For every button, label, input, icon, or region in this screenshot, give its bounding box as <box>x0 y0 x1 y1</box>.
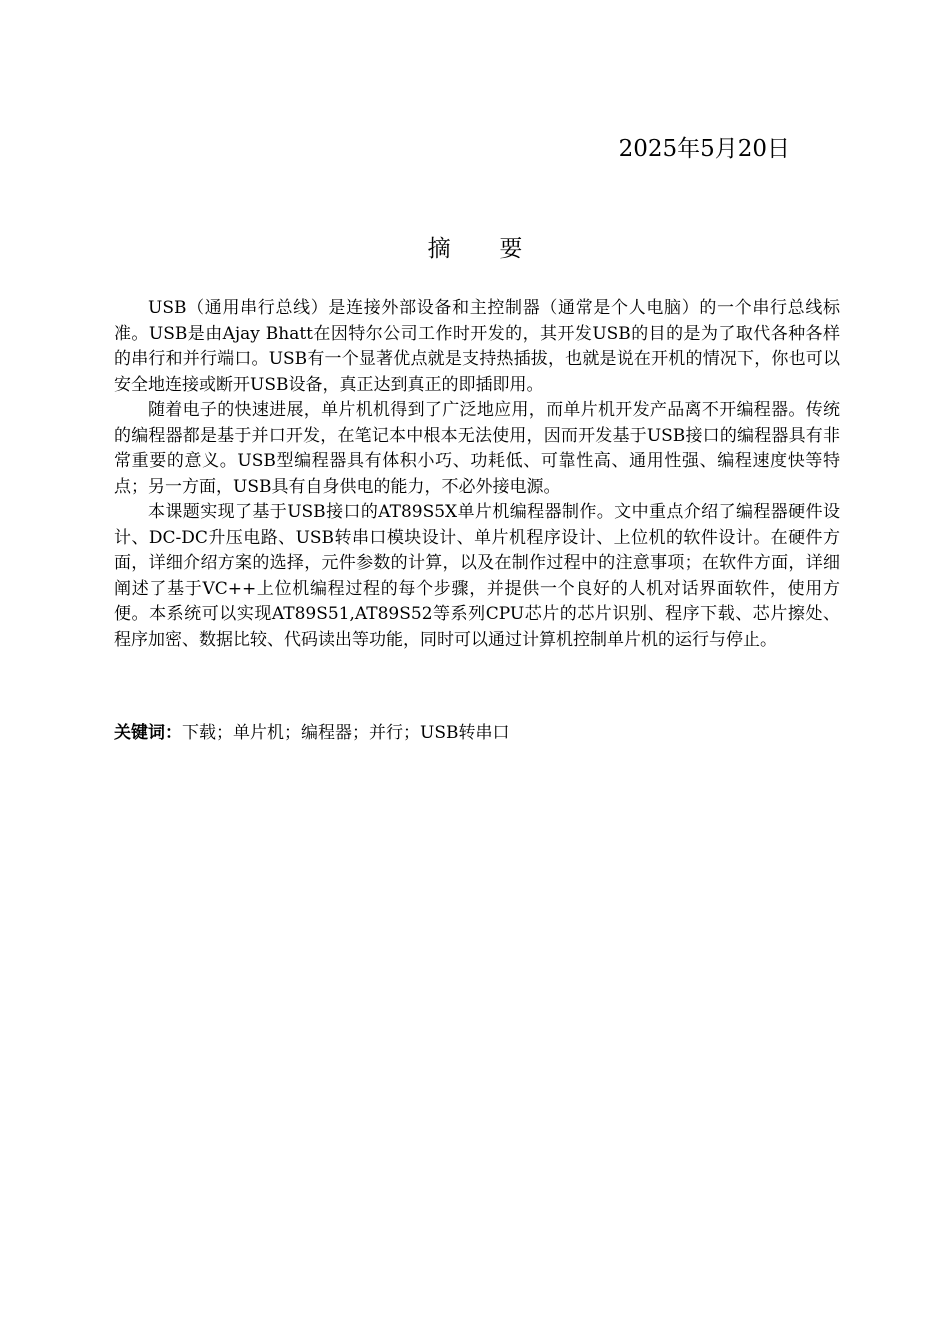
abstract-body <box>114 296 840 653</box>
abstract-paragraph: 本课题实现了基于USB接口的AT89S5X单片机编程器制作。文中重点介绍了编程器硬件设计、DC-DC升压电路、USB转串口模块设计、单片机程序设计、上位机的软件设计。在硬件方面，详细介绍方案的选择，元件参数的计算，以及在制作过程中的注意事项；在软件方面，详细阐述了基于VC++上位机编程过程的每个步骤，并提供一个良好的人机对话界面软件，使用方便。本系统可以实现AT89S51,AT89S52等系列CPU芯片的芯片识别、程序下载、芯片擦处、程序加密、数据比较、代码读出等功能，同时可以通过计算机控制单片机的运行与停止。 <box>114 502 840 650</box>
keywords-label: 关键词： <box>114 723 182 743</box>
keywords-line <box>114 720 840 746</box>
document-date: 2025年5月20日 <box>618 136 790 162</box>
abstract-paragraph: 随着电子的快速进展，单片机机得到了广泛地应用，而单片机开发产品离不开编程器。传统的编程器都是基于并口开发，在笔记本中根本无法使用，因而开发基于USB接口的编程器具有非常重要的意义。USB型编程器具有体积小巧、功耗低、可靠性高、通用性强、编程速度快等特点；另一方面，USB具有自身供电的能力，不必外接电源。 <box>114 400 840 497</box>
abstract-title: 摘 要 <box>427 236 544 262</box>
abstract-paragraph: USB（通用串行总线）是连接外部设备和主控制器（通常是个人电脑）的一个串行总线标准。USB是由Ajay Bhatt在因特尔公司工作时开发的，其开发USB的目的是为了取代各种各样的串行和并行端口。USB有一个显著优点就是支持热插拔，也就是说在开机的情况下，你也可以安全地连接或断开USB设备，真正达到真正的即插即用。 <box>114 298 840 395</box>
keywords-value: 下载；单片机；编程器；并行；USB转串口 <box>182 723 510 743</box>
